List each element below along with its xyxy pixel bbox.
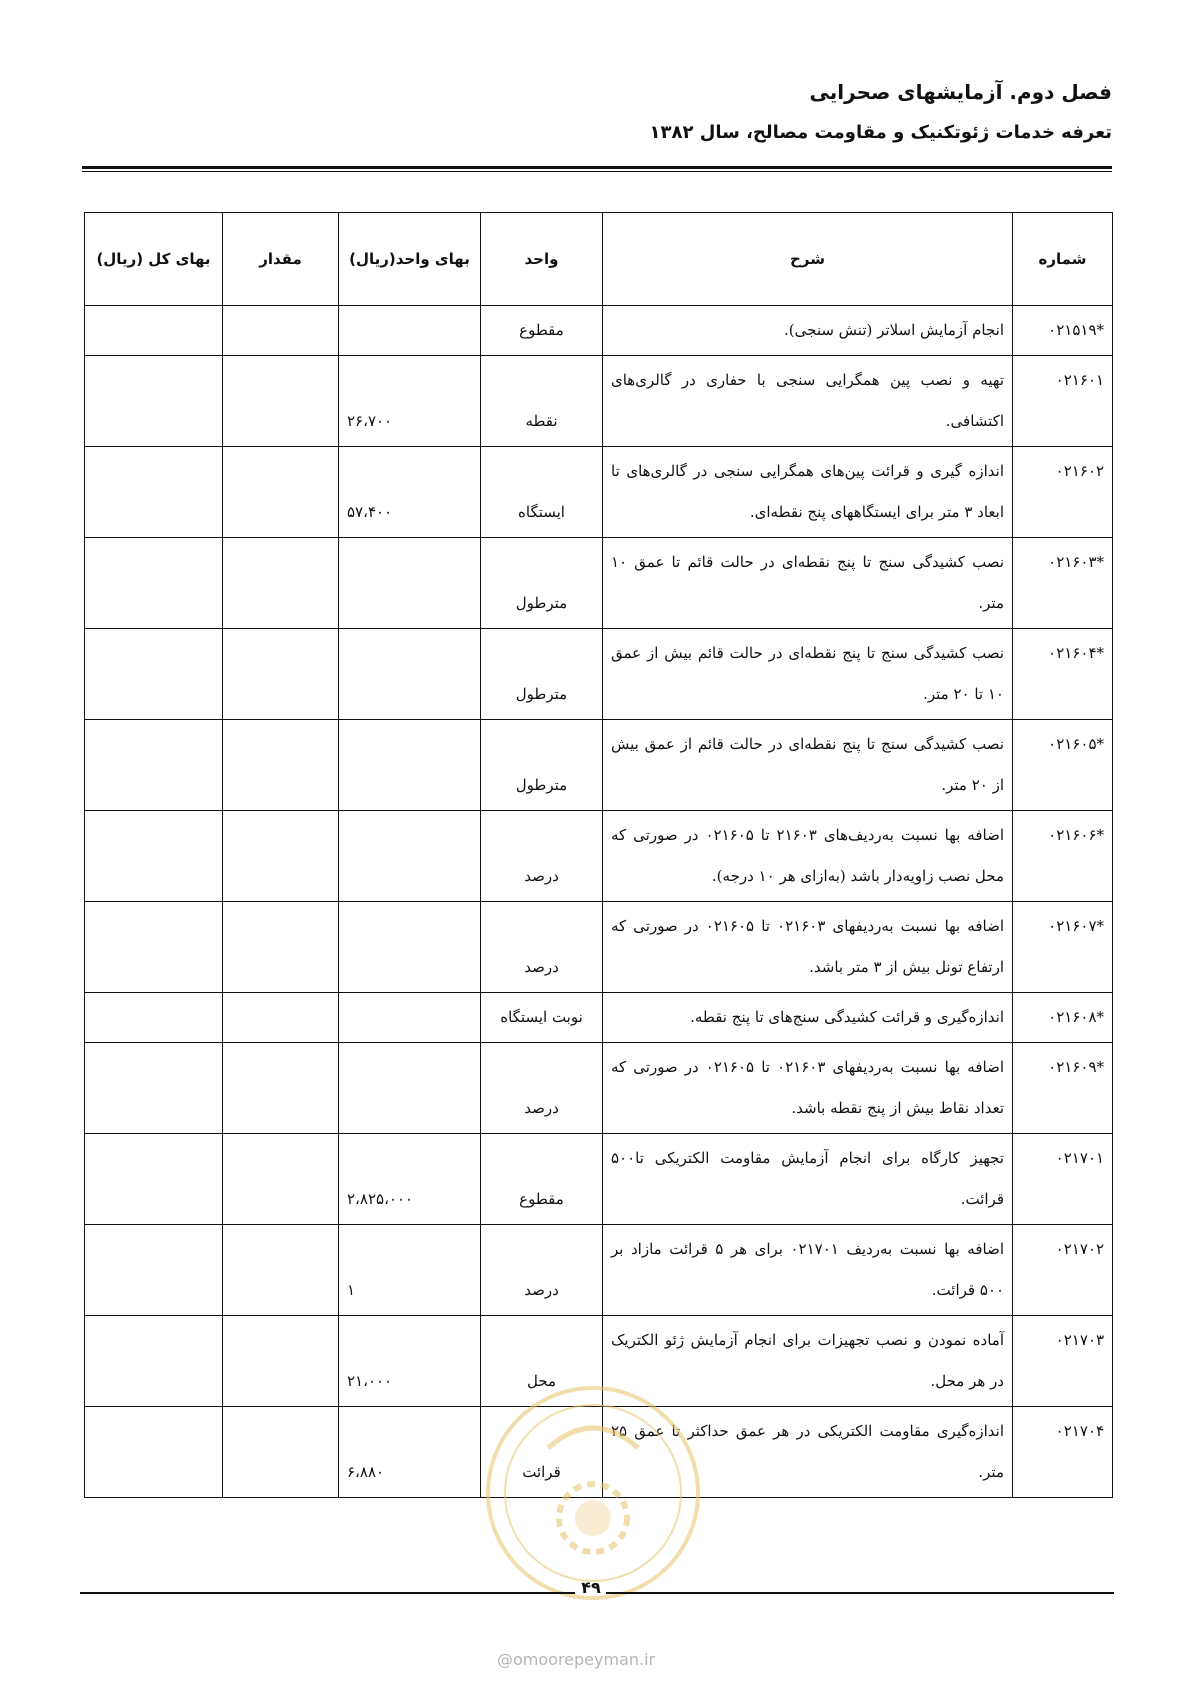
row-unit-price [339,993,481,1043]
column-header-unit: واحد [481,213,603,306]
row-unit: ایستگاه [481,447,603,538]
row-total [85,902,223,993]
row-code: ۰۲۱۷۰۴ [1013,1407,1113,1498]
table-row [85,811,1113,902]
row-unit-price: ۱ [339,1225,481,1316]
row-unit-price: ۲،۸۲۵،۰۰۰ [339,1134,481,1225]
row-quantity [223,1043,339,1134]
row-description: انجام آزمایش اسلاتر (تنش سنجی). [603,306,1013,356]
table-row [85,538,1113,629]
column-header-description: شرح [603,213,1013,306]
row-code: *۰۲۱۵۱۹ [1013,306,1113,356]
row-description: اضافه بها نسبت به‌ردیف‌های ۲۱۶۰۳ تا ۰۲۱۶۰۵ در صورتی که محل نصب زاویه‌دار باشد (به‌ازای هر ۱۰ درجه). [603,811,1013,902]
row-code: *۰۲۱۶۰۵ [1013,720,1113,811]
document-title: تعرفه خدمات ژئوتکنیک و مقاومت مصالح، سال ۱۳۸۲ [649,122,1112,143]
footer-divider-right [606,1592,1114,1594]
row-unit-price [339,538,481,629]
row-unit: مقطوع [481,1134,603,1225]
row-description: اندازه‌گیری و قرائت کشیدگی سنج‌های تا پنج نقطه. [603,993,1013,1043]
row-quantity [223,538,339,629]
row-unit-price [339,811,481,902]
row-description: اندازه‌گیری مقاومت الکتریکی در هر عمق حداکثر تا عمق ۲۵ متر. [603,1407,1013,1498]
row-description: نصب کشیدگی سنج تا پنج نقطه‌ای در حالت قائم بیش از عمق ۱۰ تا ۲۰ متر. [603,629,1013,720]
row-total [85,306,223,356]
row-total [85,1407,223,1498]
watermark-seal-icon [478,1378,708,1608]
row-total [85,993,223,1043]
row-quantity [223,1225,339,1316]
row-code: ۰۲۱۶۰۲ [1013,447,1113,538]
table-row [85,306,1113,356]
table-row [85,629,1113,720]
table-row [85,1225,1113,1316]
row-unit: درصد [481,902,603,993]
row-code: ۰۲۱۷۰۲ [1013,1225,1113,1316]
table-row [85,1134,1113,1225]
table-body [85,306,1113,1498]
row-description: تجهیز کارگاه برای انجام آزمایش مقاومت الکتریکی تا۵۰۰ قرائت. [603,1134,1013,1225]
row-unit: قرائت [481,1407,603,1498]
watermark-url: @omoorepeyman.ir [497,1650,656,1669]
column-header-quantity: مقدار [223,213,339,306]
row-unit-price [339,306,481,356]
row-unit: مترطول [481,629,603,720]
row-quantity [223,993,339,1043]
row-total [85,811,223,902]
page-number: ۴۹ [581,1578,601,1597]
row-quantity [223,720,339,811]
row-quantity [223,902,339,993]
table-row [85,720,1113,811]
row-unit-price: ۲۶،۷۰۰ [339,356,481,447]
row-code: ۰۲۱۷۰۳ [1013,1316,1113,1407]
row-total [85,629,223,720]
row-code: *۰۲۱۶۰۷ [1013,902,1113,993]
row-description: آماده نمودن و نصب تجهیزات برای انجام آزمایش ژئو الکتریک در هر محل. [603,1316,1013,1407]
page-header [80,60,1112,143]
row-quantity [223,1407,339,1498]
row-total [85,356,223,447]
row-total [85,538,223,629]
column-header-code: شماره [1013,213,1113,306]
row-total [85,720,223,811]
table-header-row [85,213,1113,306]
row-total [85,447,223,538]
row-unit-price [339,629,481,720]
row-quantity [223,811,339,902]
row-code: *۰۲۱۶۰۳ [1013,538,1113,629]
tariff-table [84,212,1113,1498]
footer-divider-left [80,1592,575,1594]
row-code: ۰۲۱۶۰۱ [1013,356,1113,447]
table-row [85,447,1113,538]
header-divider-thin [82,171,1112,172]
row-code: *۰۲۱۶۰۶ [1013,811,1113,902]
row-code: *۰۲۱۶۰۸ [1013,993,1113,1043]
row-description: تهیه و نصب پین همگرایی سنجی با حفاری در گالری‌های اکتشافی. [603,356,1013,447]
row-unit-price [339,902,481,993]
row-description: نصب کشیدگی سنج تا پنج نقطه‌ای در حالت قائم تا عمق ۱۰ متر. [603,538,1013,629]
row-description: اضافه بها نسبت به‌ردیفهای ۰۲۱۶۰۳ تا ۰۲۱۶۰۵ در صورتی که تعداد نقاط بیش از پنج نقطه باشد. [603,1043,1013,1134]
row-unit: مترطول [481,538,603,629]
row-unit-price [339,720,481,811]
row-unit-price: ۵۷،۴۰۰ [339,447,481,538]
row-code: *۰۲۱۶۰۹ [1013,1043,1113,1134]
row-unit: درصد [481,811,603,902]
row-code: ۰۲۱۷۰۱ [1013,1134,1113,1225]
row-total [85,1316,223,1407]
row-unit-price: ۲۱،۰۰۰ [339,1316,481,1407]
row-quantity [223,356,339,447]
row-quantity [223,1134,339,1225]
row-quantity [223,629,339,720]
row-unit: نوبت ایستگاه [481,993,603,1043]
table-row [85,902,1113,993]
table-row [85,356,1113,447]
row-description: اندازه گیری و قرائت پین‌های همگرایی سنجی در گالری‌های تا ابعاد ۳ متر برای ایستگاههای پنج نقطه‌ای. [603,447,1013,538]
row-description: نصب کشیدگی سنج تا پنج نقطه‌ای در حالت قائم از عمق بیش از ۲۰ متر. [603,720,1013,811]
row-unit: مقطوع [481,306,603,356]
row-unit: درصد [481,1043,603,1134]
row-description: اضافه بها نسبت به‌ردیف ۰۲۱۷۰۱ برای هر ۵ قرائت مازاد بر ۵۰۰ قرائت. [603,1225,1013,1316]
row-description: اضافه بها نسبت به‌ردیفهای ۰۲۱۶۰۳ تا ۰۲۱۶۰۵ در صورتی که ارتفاع تونل بیش از ۳ متر باشد. [603,902,1013,993]
table-row [85,1043,1113,1134]
column-header-total: بهای کل (ریال) [85,213,223,306]
row-unit-price [339,1043,481,1134]
table-row [85,993,1113,1043]
row-quantity [223,306,339,356]
row-code: *۰۲۱۶۰۴ [1013,629,1113,720]
column-header-unit-price: بهای واحد(ریال) [339,213,481,306]
row-quantity [223,1316,339,1407]
row-unit: نقطه [481,356,603,447]
row-quantity [223,447,339,538]
row-unit: مترطول [481,720,603,811]
header-divider-thick [82,166,1112,169]
row-unit: محل [481,1316,603,1407]
row-total [85,1043,223,1134]
row-total [85,1225,223,1316]
row-unit: درصد [481,1225,603,1316]
chapter-title: فصل دوم. آزمایشهای صحرایی [809,80,1112,104]
row-unit-price: ۶،۸۸۰ [339,1407,481,1498]
row-total [85,1134,223,1225]
